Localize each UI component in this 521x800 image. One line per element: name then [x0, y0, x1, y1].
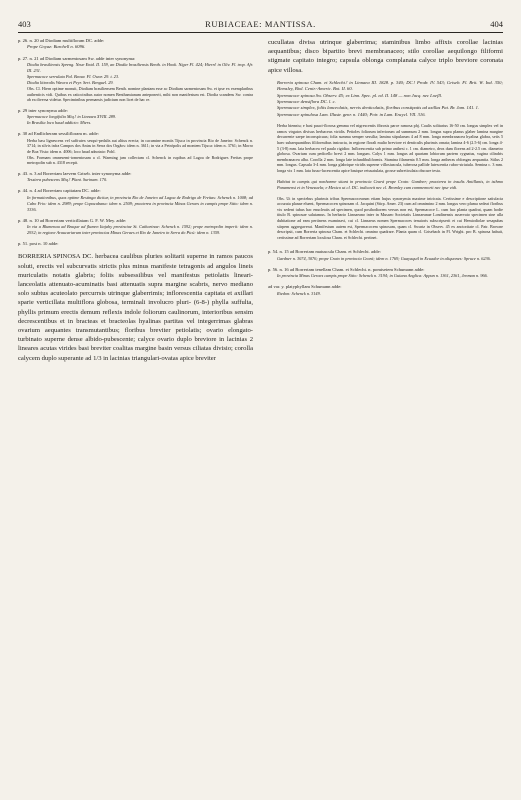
habitat-paragraph: Habitat in campis qui nonharme sitant in provincia Ceará prope Crato: Gardner; practerea in insulis Antillanis, in isthmo Panamensi et in Venezuela; e Mexico ut cl. DC. indicavit nec cl. Bromley cum commemorit nec ipse vidi.: [277, 178, 503, 190]
left-column: [18, 38, 253, 783]
observation-paragraph: Obs. Formam omnesemi-tomentosam a cl. Warming jam collectam cl. Schenck in rupibus ad Lagoa de Rodrigues Freitas prope metropolin sub n. 4318 recepit.: [27, 154, 253, 166]
description-paragraph: Herba bienniu; e basi pauci-florosa gemma vel nigrescentis fibrosis parce ramosa phj. Caulis solitarius 16-50 cm. longus simplex vel in ramos virgatos divisus herbaceus viridis. Petioles foliorum inferiorum ad summum 2 mm. longus supra planus glaber lamina margine decurrente saepe inconspicuus; folia summa semper sessilia; lamina stipularum 4 ad 8 mm. longa membranacea hyalina glabra, setis 5 haec subaequantibus filiformibus instructa, in regione florali multo breviore et denticulis plurimis ornata; lamina 4-6 (2.5-6) cm. longa 4-5 (3-8) mm. lata herbacea vel paulo rigidior. Inflorescentia sub primo anthesi c. 1 cm. diametro, deos dum florens ad 2-2.5 cm. diametro globosa. Ovarium cum pedicello brevi 2 mm. longum. Calyx 1 mm. longus ad quartam lobiorum partem cygnatus, vagina cilindris membranacea alba. Corolla 2 mm. longa late infundibuliformis. Stamina filamenta 0.5 mm. longa antheras oblongas aequantia. Stilus 2 mm. longus. Capsula 3-4 mm. longa glabrique viridis superne villosiuscula, tuberosa pallide lutescentia rubro-striatula. Semina c. 3 mm. longa vix 1 mm. lata fusso-lucescentia apice basique retusatulata, grosse subreticulata obscure testa.: [277, 123, 503, 173]
synonym-line: Tessiera pubescens Miq.! Plant. Surinam. 170.: [27, 177, 108, 183]
synonym-line: Spermacoce serrulata Pal. Beauv. Fl. Owar. 29. t. 23.: [27, 74, 120, 80]
species-description-continued: cucullatas divisa utrinque glaberrima; staminibus limbo affixis corollae lacinias aequantibus; disco bipartito brevi membranaceo; stilo corollae aequilongo filiformi stigmate capitato integro; capsula oblonga complanata calyce triplo breviore coronata apice villosa.: [268, 39, 503, 74]
entry-heading: p. 54. n. 15 ad Borreriam maiuscula Cham. et Schlecht. adde:: [268, 249, 381, 255]
locality-paragraph: In formationibus, quas optime Restinga dicitur, in provincia Rio de Janeiro ad Lagoa de Rodrigo de Freitas: Schenck n. 1008; ad Cabo Frio: idem n. 2989; prope Copacabana: idem n. 2509; practerea in provincia Minas Geraes in campis prope Sitio: idem n. 3336.: [27, 194, 253, 212]
observation-paragraph: Obs. Cl. Hiern optime monuit, Diodiam brasiliensem Benth. nomine plantam esse ac Diodiam sarmentosam Sw. et ipse ex exemplaribus authenticis vidi. Quibus ex ratiocinibus autor nomen Benthamianum anteponerit, mihi non manifestum est. Diodia scandens Sw. contra ab ea diversa videtur. Speciminibus permansis judicium non licet de hac re.: [27, 86, 253, 103]
running-title: RUBIACEAE: MANTISSA.: [205, 19, 316, 29]
entry-heading: p. 29 inter synonyma adde:: [18, 108, 68, 113]
page-number-right: 404: [490, 19, 503, 29]
synonym-line: Spermacoce densiflora DC. l. c.: [277, 99, 336, 105]
entry-heading: ad var. y. platyphyllam Schumann adde:: [268, 284, 342, 290]
synonym-line: Spermacoce simplex, foliis lanceolatis, nervis denticulatis, floribus constipatis ad axillas Pat. Br. Jam. 141. 1.: [277, 105, 480, 111]
entry-heading: p. 26. n. 20 ad Diodiam multifloram DC. adde:: [18, 38, 105, 43]
locality-line: In Brasilia loco haud addicto: Miers.: [27, 120, 92, 126]
entry-heading: p. 56. n. 16 ad Borreriam tenellam Cham. et Schlecht. n. pomiseiem Schumann adde:: [268, 266, 425, 272]
right-column: [268, 38, 503, 783]
locality-line: Prope Goyaz: Burchell n. 6096.: [27, 44, 86, 50]
species-description: BORRERIA SPINOSA DC. herbacea caulibus pluries solitarii superne in ramos paucos soluti, erectis vel subcurvatis strictis plus minus manifeste tetragonis ad angulos lineis muriculatis notatis glabris; foliis subsessilibus vel manifestus petiolatis lineari-lanceolatis attenuato-acuminatis basi attenuatis supra margine scabris, nervo mediano solo subtus acuteolato percurrsis utrinque glaberrimis; inflorescentia capitata et axillari sparie verticillata multiflora globosa, terminali involucro pluri- (6-8-) phylla suffulta, phyllis primum erectis demum reflexis indole foliorum caulinorum, interioribus sensim decrescentibus et in bracteas et bracteolas hyalinas partitas vel integerrimas glabras ovarium aequantes transmutantibus; floribus breviter petiolatis; ovario elongato-turbinato superne dense albido-pubescente; calyce ovario duplo breviore in lacinias 2 lineares acutas virides basi breviter coalitas margine basin versus ciliatas divisio; corolla calycem duplo superante ad 1/3 in lacinias triangulari-ovatas apice breviter: [18, 253, 253, 362]
synonym-line: Spermacoce spinosa Sw. Observ. 45; ex Linn. Spec. pl. ed. II. 148 — non Jacq. nec Loefll.: [277, 92, 443, 98]
synonym-line: Diodia littoralis Wawra et Peyr. Sert. Benguel. 29.: [27, 80, 114, 86]
observation-paragraph: Obs. Ut in speciebus plurimis tribus Spermacocearum etiam hujus synonymia maxime intricata. Certissime e descriptione satisfacta accurata planae eluent, Spermacocen spinosam cl. Jacquini (Stirp. Amer. 23) cum ad omnimino 2 mm. longus vero pluma sedeat floribus vix sedent tubus hac enucleatis ad specimen, quod posthodiorem versus non est, Spermacoce L. cum hac planta quadrat, quam hodie titulo B. spinosae salutamus. In herbario Linnaeano inter in Musaeo Societatis Linnaeanae Londinensis asservato specimen sine ulla dubitatione ad eam pertinens examinavi, cui cl. Linnaeus nomen Spermacoces tenuioris subscripserit et cui Hemiodiolae sesapubas stirpem aggregaverat. Manifestum autem est, Spermacocem spinosam, quam cl. Swartz in Observ. 45 ex anctoritate cl. Patr. Browne descripsit, cum Borreria spinosa Cham. et Schlecht. omnino quadrare. Planta quam cl. Grisebach in Fl. Wright. pro B. spinosa habuit, certissime ad Borreriam loculosa Cham. et Schlecht. pertinet.: [277, 195, 503, 240]
entry-heading: p. 43. n. 3 ad Borreriam laevem Griseb. inter synonyma adde:: [18, 170, 132, 176]
locality-paragraph: In provincia Minas Geraes campis prope Sitio: Schenck n. 3194; in Guiana Anglica: Appun n. 1361, 2361, Jenman n. 966.: [277, 273, 488, 279]
entry-heading: p. 48. n. 10 ad Borreriam verticillatam G. F. W. Mey. adde:: [18, 217, 127, 223]
page-number-left: 403: [18, 19, 31, 29]
running-header: [18, 18, 503, 30]
header-rule: [18, 32, 503, 33]
locality-paragraph: Gardner n. 3074, 3076; prope Crato in provincia Ceará; idem n. 1769; Guayaquil in Ecuador in aliquones: Spruce n. 6236.: [277, 255, 491, 261]
locality-paragraph: In via a Blumenau ad Braque ad flumen Itajahy provinciae St. Catharinae: Schenck n. 1592; prope metropolin imperii: idem n. 2932; in regione Araucariarum inter provincias Minas Geraes et Rio de Janeiro in Serra do Picú: idem n. 1359.: [27, 224, 253, 235]
entry-heading: p. 51. post n. 10 adde:: [18, 241, 59, 246]
locality-line: Riedon: Schenck n. 3149.: [277, 290, 321, 296]
entry-heading: p. 44. n. 4 ad Borreriam capitatam DC. adde:: [18, 188, 101, 194]
entry-heading: p. 27. n. 21 ad Diodiam sarmentosam Sw. adde inter synonyma:: [18, 55, 136, 61]
entry-heading: p. 30 ad Endlicheram sessilifloram m. adde:: [18, 131, 99, 137]
synonym-line: Spermacoce spinulosa Lam. Illustr. genr. n. 1440; Poir. in Lam. Encycl. VII. 316.: [277, 111, 426, 117]
description-paragraph: Herba bası lignescens vel suffrutex sesqui-pedalis aut altius erecta; in cacumine montis Tijuca in provincia Rio de Janeiro: Schenck n. 3714; in silvis infra Campos dos Antas in Serra dos Orgãos: idem n. 3611; in via a Petrópolis ad montem Tijuca: idem n. 3761; in Morro de Boa Vista: idem n. 4006; loco haud adnotato: Pohl.: [27, 137, 253, 154]
synonym-line: Diodia brasiliensis Spreng. Neue Entd. II. 159, an Diodia brasiliensis Benth. in Hook. Niger Fl. 424; Hiern! in Oliv. Fl. trop. Afr. III. 231.: [27, 62, 253, 74]
synonym-line: Borreria spinosa Cham. et Schlecht.! in Linnaea III. 1828. p. 340; DC.! Prodr. IV. 543; Griseb. Fl. Brit. W. Ind. 350; Hemsley, Biol. Centr.-Americ. Bot. II. 60.: [277, 79, 503, 92]
synonym-line: Spermacoce longifolia Miq.! in Linnaea XVIII. 289.: [27, 114, 117, 120]
